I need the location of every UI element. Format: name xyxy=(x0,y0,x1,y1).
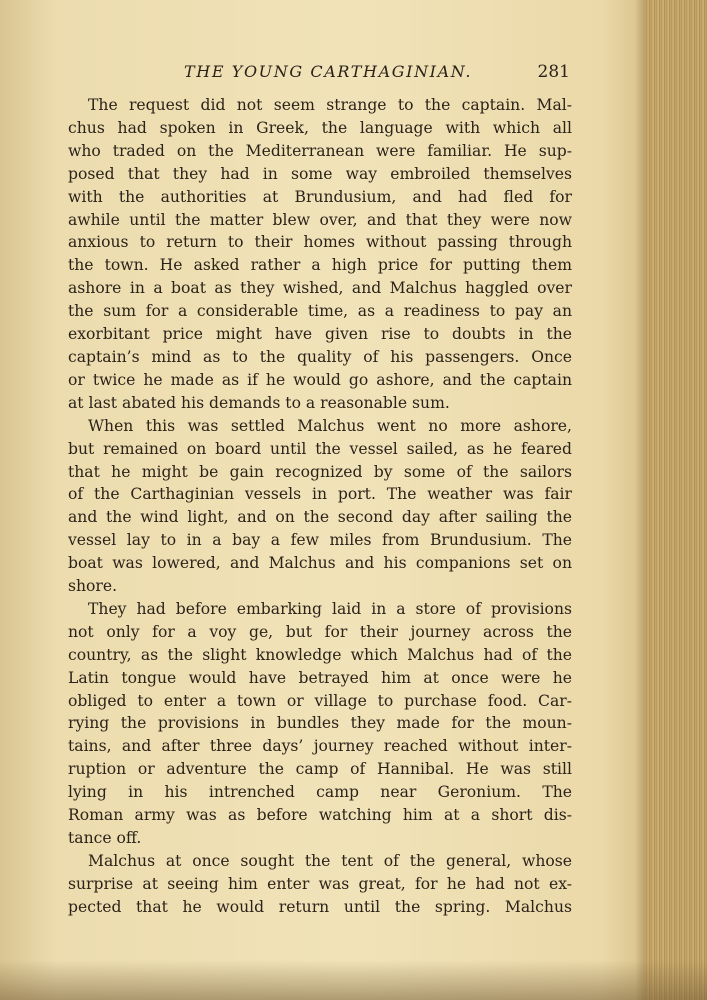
text-line: or twice he made as if he would go ashore, and the captain xyxy=(68,370,572,389)
text-line: awhile until the matter blew over, and that they were now xyxy=(68,210,572,229)
text-line: anxious to return to their homes without passing through xyxy=(68,233,572,252)
text-line: captain’s mind as to the quality of his passengers. Once xyxy=(68,347,572,366)
text-line: Malchus at once sought the tent of the general, whose xyxy=(88,851,572,870)
text-line: shore. xyxy=(68,577,118,596)
text-line: at last abated his demands to a reasonable sum. xyxy=(68,393,450,412)
text-line: surprise at seeing him enter was great, for he had not ex- xyxy=(68,874,572,893)
text-line: who traded on the Mediterranean were familiar. He sup- xyxy=(68,141,572,160)
text-line: chus had spoken in Greek, the language with which all xyxy=(68,118,572,137)
body-text xyxy=(68,94,572,919)
paragraph xyxy=(68,598,572,850)
page-edges xyxy=(645,0,707,1000)
text-line: They had before embarking laid in a store of provisions xyxy=(88,599,572,618)
text-line: ashore in a boat as they wished, and Malchus haggled over xyxy=(68,279,572,298)
text-line: tains, and after three days’ journey reached without inter- xyxy=(68,737,572,756)
paragraph xyxy=(68,94,572,415)
text-line: country, as the slight knowledge which Malchus had of the xyxy=(68,645,572,664)
text-line: The request did not seem strange to the captain. Mal- xyxy=(88,96,572,114)
paragraph xyxy=(68,850,572,919)
text-line: the sum for a considerable time, as a readiness to pay an xyxy=(68,302,572,321)
paragraph xyxy=(68,415,572,598)
text-line: vessel lay to in a bay a few miles from Brundusium. The xyxy=(68,531,572,550)
text-line: boat was lowered, and Malchus and his companions set on xyxy=(68,554,572,573)
text-line: lying in his intrenched camp near Geronium. The xyxy=(68,783,572,802)
text-line: but remained on board until the vessel sailed, as he feared xyxy=(68,439,572,458)
text-line: pected that he would return until the spring. Malchus xyxy=(68,897,572,916)
bottom-shadow xyxy=(0,960,707,1000)
text-line: that he might be gain recognized by some of the sailors xyxy=(68,462,572,481)
text-line: When this was settled Malchus went no more ashore, xyxy=(88,416,572,435)
text-line: tance off. xyxy=(68,829,142,847)
text-line: the town. He asked rather a high price for putting them xyxy=(68,256,572,275)
running-title: THE YOUNG CARTHAGINIAN. xyxy=(184,62,473,81)
page-number: 281 xyxy=(537,62,570,82)
text-line: not only for a voy ge, but for their journey across the xyxy=(68,622,572,641)
text-line: of the Carthaginian vessels in port. The weather was fair xyxy=(68,485,572,504)
text-line: Latin tongue would have betrayed him at once were he xyxy=(68,668,572,687)
text-line: exorbitant price might have given rise to doubts in the xyxy=(68,325,572,344)
page-header xyxy=(68,60,572,88)
text-line: obliged to enter a town or village to purchase food. Car- xyxy=(68,691,572,710)
text-line: and the wind light, and on the second day after sailing the xyxy=(68,508,572,527)
text-line: with the authorities at Brundusium, and had fled for xyxy=(68,187,572,206)
text-line: ruption or adventure the camp of Hannibal. He was still xyxy=(68,760,572,779)
text-line: Roman army was as before watching him at a short dis- xyxy=(68,806,572,825)
text-line: posed that they had in some way embroiled themselves xyxy=(68,164,572,183)
text-line: rying the provisions in bundles they made for the moun- xyxy=(68,714,572,733)
